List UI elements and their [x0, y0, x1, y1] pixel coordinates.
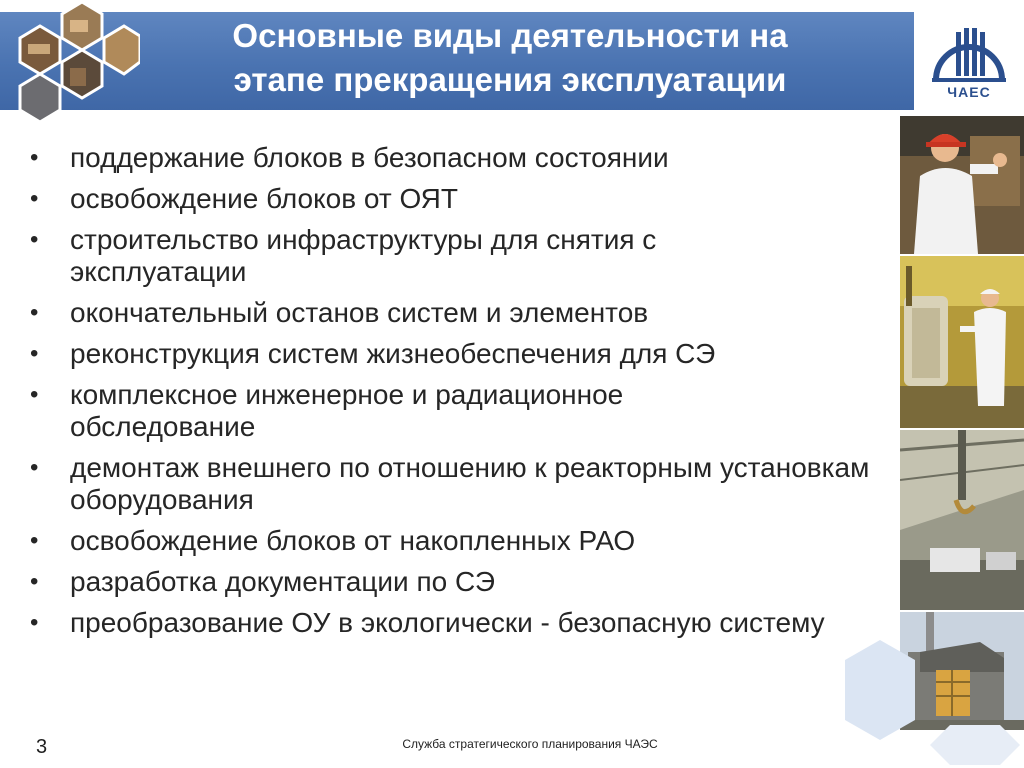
list-item: [28, 452, 878, 516]
list-item: [28, 142, 878, 174]
bullet-text: строительство инфраструктуры для снятия с эксплуатации: [70, 224, 657, 287]
list-item: [28, 525, 878, 557]
list-item: [28, 183, 878, 215]
bullet-text: реконструкция систем жизнеобеспечения для СЭ: [70, 338, 716, 369]
footer-text: Служба стратегического планирования ЧАЭС: [402, 737, 658, 751]
bullet-dot: •: [30, 568, 39, 595]
bullet-dot: •: [30, 527, 39, 554]
list-item: [28, 379, 878, 443]
decorative-hexagon: [930, 725, 1020, 765]
bullet-list: [28, 142, 878, 648]
bullet-dot: •: [30, 381, 39, 408]
bullet-dot: •: [30, 340, 39, 367]
logo-text: ЧАЕС: [947, 84, 991, 100]
photo-worker-helmet: [900, 116, 1024, 254]
list-item: [28, 297, 878, 329]
bullet-dot: •: [30, 609, 39, 636]
slide-title: [150, 14, 870, 102]
list-item: [28, 607, 878, 639]
bullet-text: поддержание блоков в безопасном состоянии: [70, 142, 669, 173]
photo-hall-crane: [900, 430, 1024, 610]
bullet-dot: •: [30, 454, 39, 481]
bullet-text: демонтаж внешнего по отношению к реакторным установкам оборудования: [70, 452, 870, 515]
bullet-dot: •: [30, 226, 39, 253]
bullet-text: освобождение блоков от ОЯТ: [70, 183, 458, 214]
bullet-dot: •: [30, 144, 39, 171]
bullet-text: комплексное инженерное и радиационное обследование: [70, 379, 624, 442]
list-item: [28, 224, 878, 288]
list-item: [28, 566, 878, 598]
bullet-dot: •: [30, 185, 39, 212]
title-line-1: Основные виды деятельности на: [232, 17, 788, 54]
bullet-text: окончательный останов систем и элементов: [70, 297, 649, 328]
bullet-text: освобождение блоков от накопленных РАО: [70, 525, 636, 556]
bullet-text: преобразование ОУ в экологически - безопасную систему: [70, 607, 825, 638]
list-item: [28, 338, 878, 370]
photo-sarcophagus: [900, 612, 1024, 730]
decorative-hexagon: [845, 640, 915, 740]
header-hex-photos: [0, 0, 140, 122]
photo-worker-reactor: [900, 256, 1024, 428]
header-top-strip: [0, 0, 1024, 12]
title-line-2: этапе прекращения эксплуатации: [233, 61, 787, 98]
bullet-text: разработка документации по СЭ: [70, 566, 496, 597]
bullet-dot: •: [30, 299, 39, 326]
logo: [914, 0, 1024, 116]
page-number: 3: [36, 736, 48, 758]
chnpp-logo-icon: [928, 22, 1010, 86]
